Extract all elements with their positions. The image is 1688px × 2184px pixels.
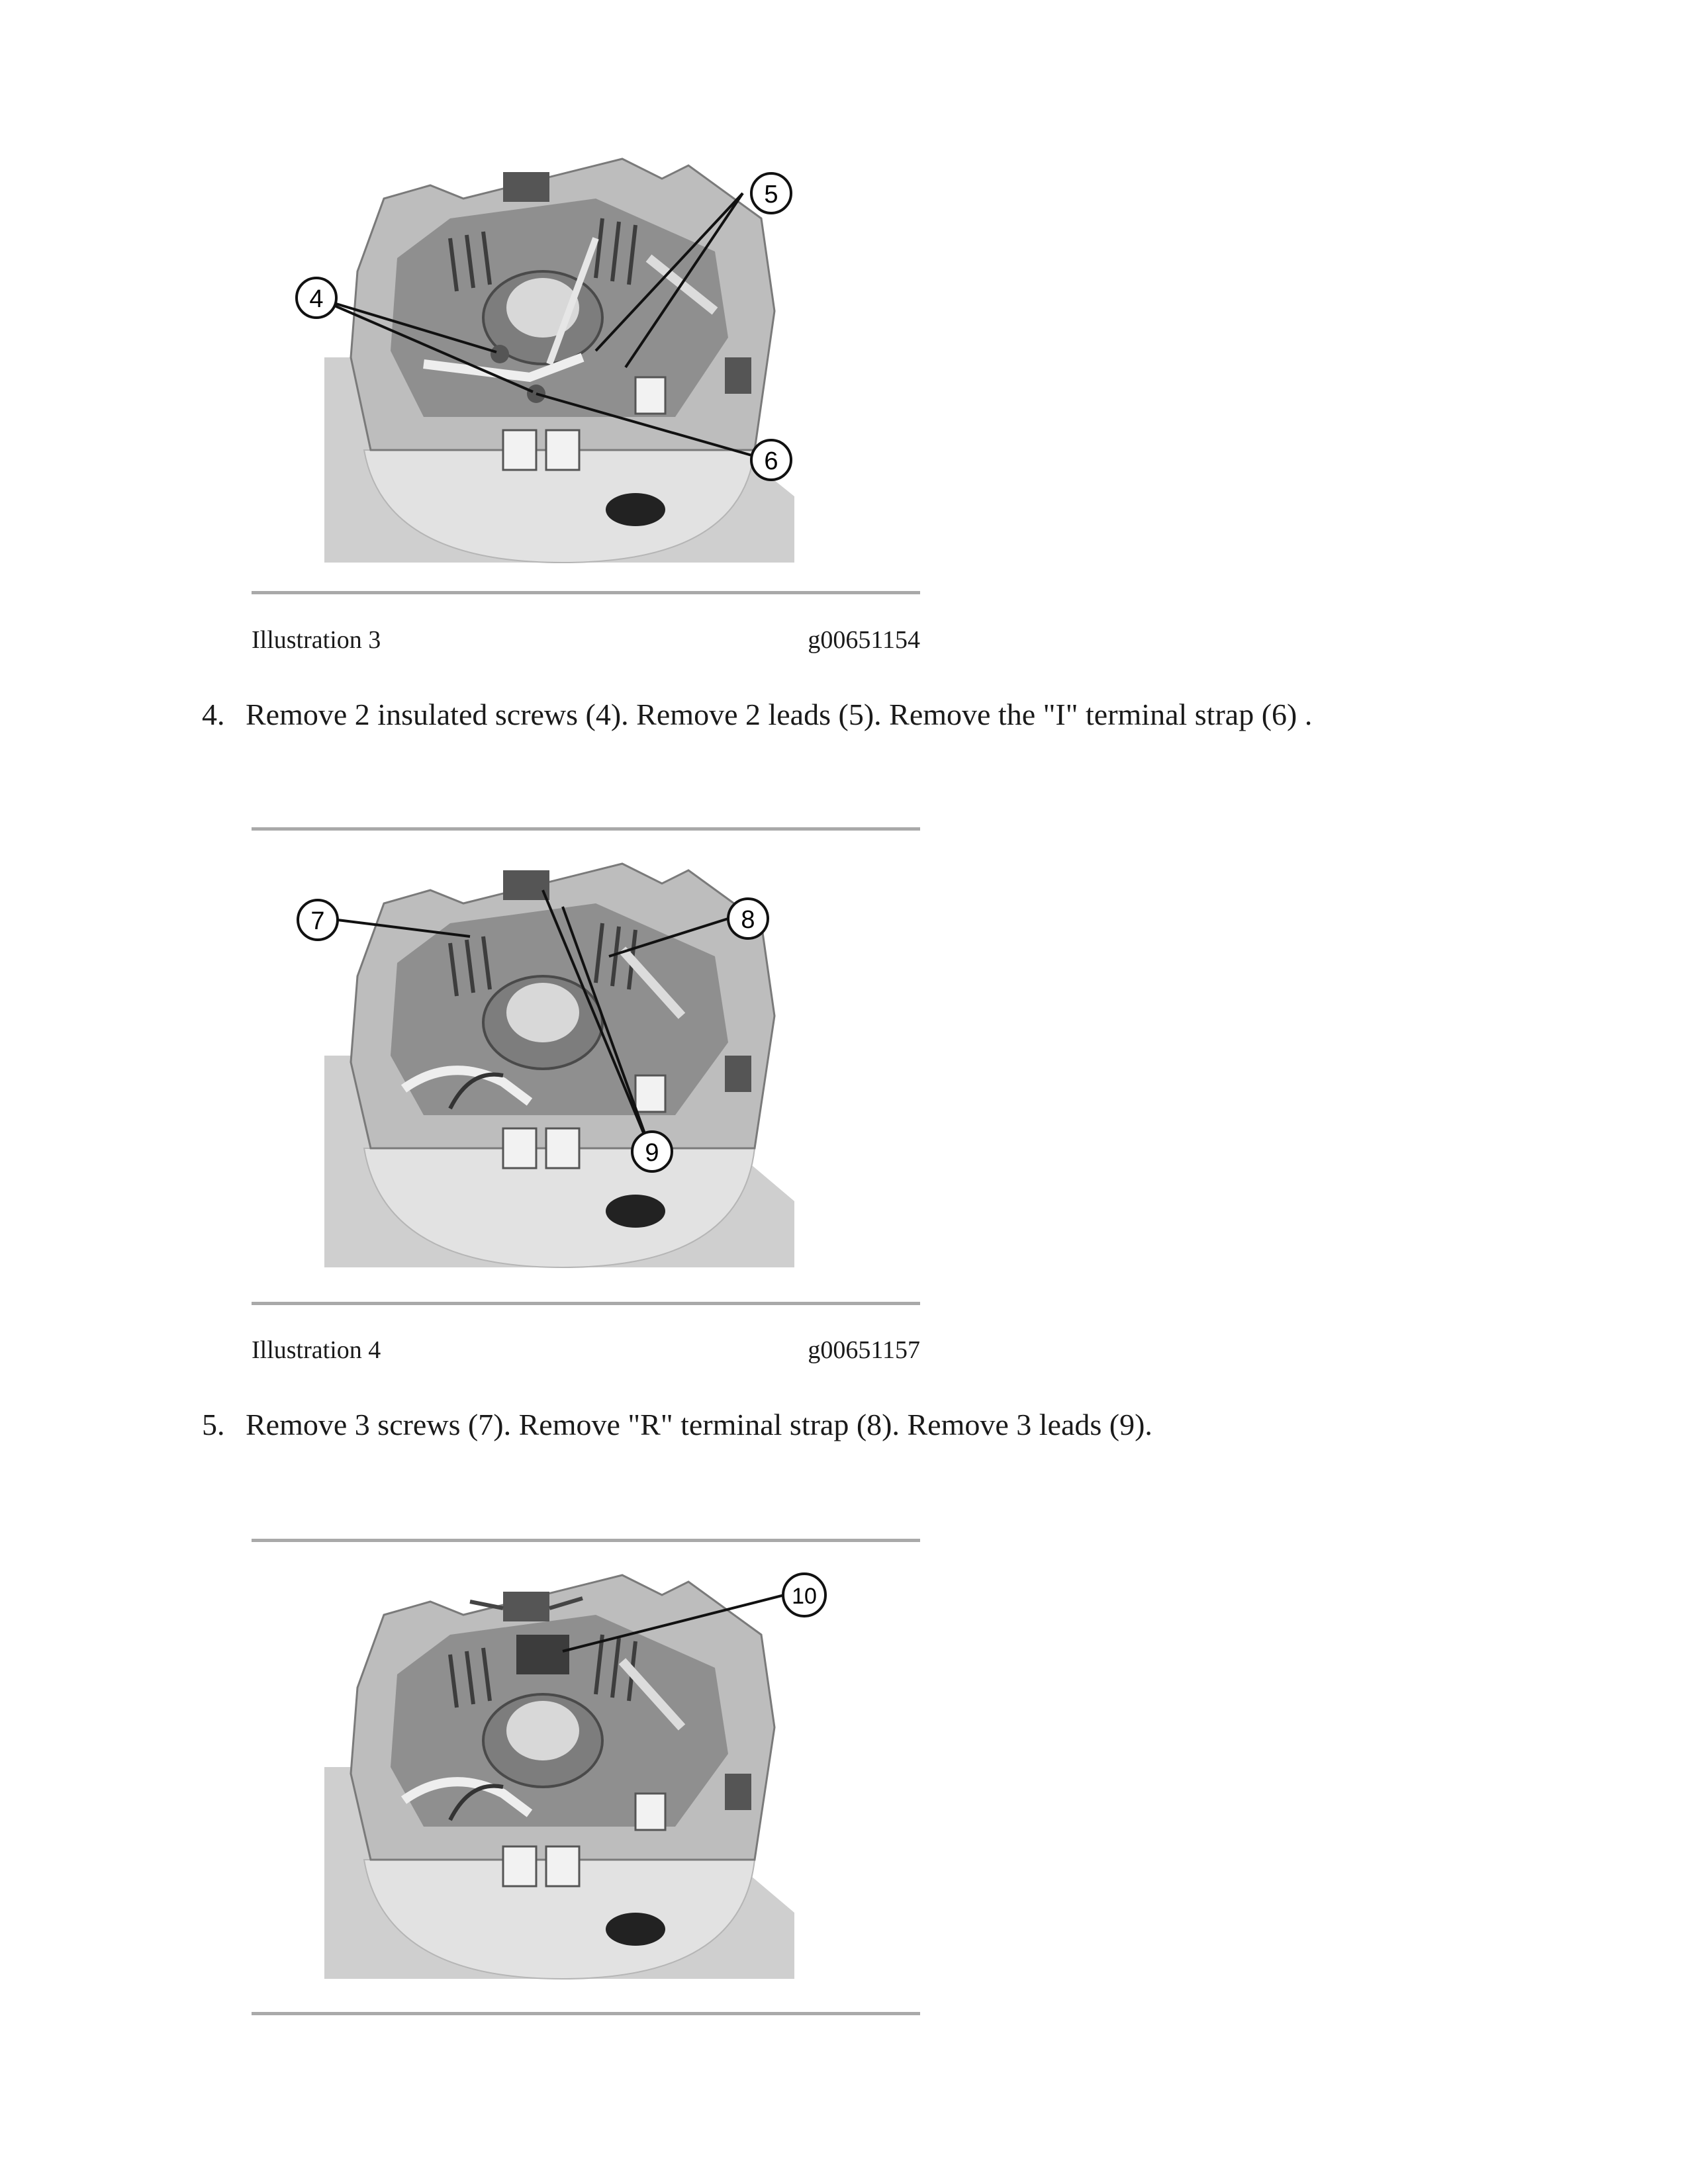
step-number: 4. [202,698,225,731]
step-4 [202,697,1312,732]
figure-divider [252,2012,920,2015]
illustration-4-image [252,850,920,1274]
callout-9 [632,1132,672,1171]
step-5 [202,1407,1152,1442]
figure-divider [252,591,920,594]
figure-divider [252,1302,920,1305]
callout-8 [728,899,768,938]
svg-text:6: 6 [764,447,778,475]
callout-10 [783,1574,825,1616]
caption-code: g00651154 [808,626,920,654]
callout-6 [751,440,791,480]
illustration-5-image [252,1562,920,1985]
svg-text:4: 4 [309,285,324,313]
caption-label: Illustration 4 [252,1336,381,1364]
figure-divider [252,827,920,831]
svg-text:10: 10 [792,1584,817,1609]
svg-text:9: 9 [645,1139,659,1167]
illustration-3-image [252,139,920,569]
callout-5 [751,173,791,213]
callout-7 [298,900,338,940]
figure-divider [252,1539,920,1542]
caption-label: Illustration 3 [252,626,381,654]
step-number: 5. [202,1408,225,1441]
caption-code: g00651157 [808,1336,920,1364]
step-text: Remove 3 screws (7). Remove "R" terminal strap (8). Remove 3 leads (9). [246,1408,1152,1441]
caption-illustration-3 [252,625,920,659]
svg-text:7: 7 [310,907,325,935]
callout-4 [297,278,336,318]
caption-illustration-4 [252,1336,920,1369]
step-text: Remove 2 insulated screws (4). Remove 2 leads (5). Remove the "I" terminal strap (6) . [246,698,1313,731]
svg-text:5: 5 [764,181,778,208]
svg-text:8: 8 [741,906,755,934]
